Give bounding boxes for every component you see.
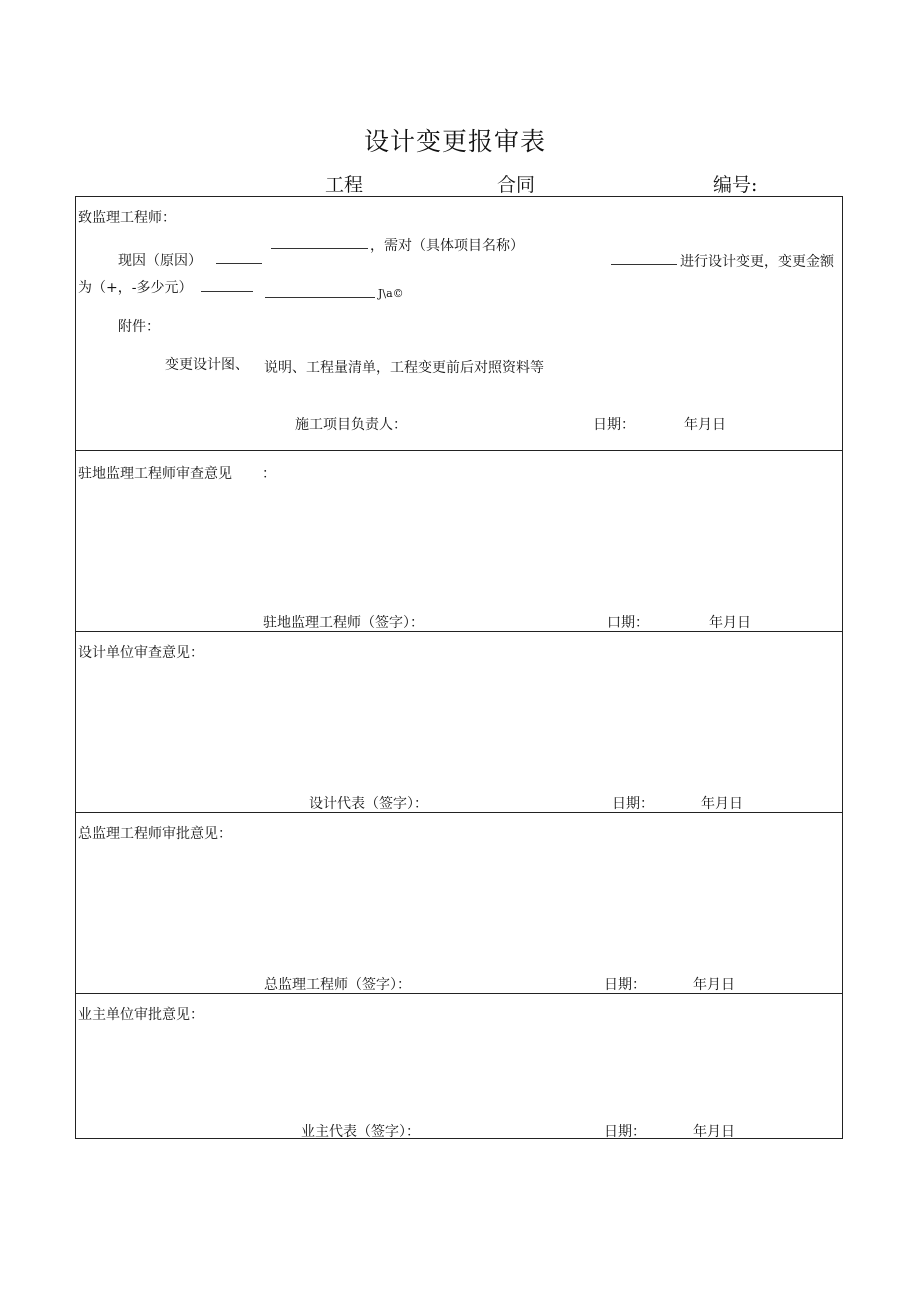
signer-chief-supervisor: 总监理工程师（签字）： <box>264 977 411 993</box>
date-value: 年月日 <box>709 615 751 631</box>
date-label: 日期： <box>593 417 635 433</box>
date-label: 日期： <box>604 977 646 993</box>
amount-blank-2[interactable] <box>265 297 375 298</box>
date-value: 年月日 <box>701 796 743 812</box>
attachment-items-2: 说明、工程量清单，工程变更前后对照资料等 <box>264 360 544 376</box>
date-value: 年月日 <box>693 977 735 993</box>
suffix-mark: J\a© <box>378 287 404 300</box>
date-label: 口期： <box>607 615 649 631</box>
reason-blank[interactable] <box>216 263 262 264</box>
reason-label: 现因（原因） <box>118 253 202 269</box>
heading-colon: ： <box>262 466 276 482</box>
attachment-label: 附件： <box>118 319 160 335</box>
date-label: 日期： <box>612 796 654 812</box>
need-text: ，需对（具体项目名称） <box>370 238 524 254</box>
date-label: 日期： <box>604 1124 646 1140</box>
signer-design-rep: 设计代表（签字）： <box>309 796 428 812</box>
contract-label: 合同 <box>497 174 536 196</box>
date-value: 年月日 <box>684 417 726 433</box>
reason-blank-2[interactable] <box>271 248 368 249</box>
amount-label: 为（+，-多少元） <box>78 280 193 296</box>
project-label: 工程 <box>325 174 364 196</box>
section-heading: 业主单位审批意见： <box>78 1007 204 1023</box>
amount-blank[interactable] <box>201 291 253 292</box>
row-divider <box>76 450 842 451</box>
form-title: 设计变更报审表 <box>364 127 547 156</box>
signer-resident-supervisor: 驻地监理工程师（签字）： <box>263 615 424 631</box>
section-heading: 总监理工程师审批意见： <box>78 826 232 842</box>
change-text: 进行设计变更，变更金额 <box>680 254 834 270</box>
item-name-blank[interactable] <box>611 264 677 265</box>
section-heading: 设计单位审查意见： <box>78 645 204 661</box>
number-label: 编号: <box>713 174 758 196</box>
form-table <box>75 196 843 1139</box>
date-value: 年月日 <box>693 1124 735 1140</box>
signer-contractor: 施工项目负责人： <box>295 417 407 433</box>
addressee: 致监理工程师： <box>78 210 176 226</box>
attachment-items: 变更设计图、 <box>165 357 249 373</box>
section-heading: 驻地监理工程师审查意见 <box>78 466 232 482</box>
signer-owner-rep: 业主代表（签字）： <box>301 1124 420 1140</box>
